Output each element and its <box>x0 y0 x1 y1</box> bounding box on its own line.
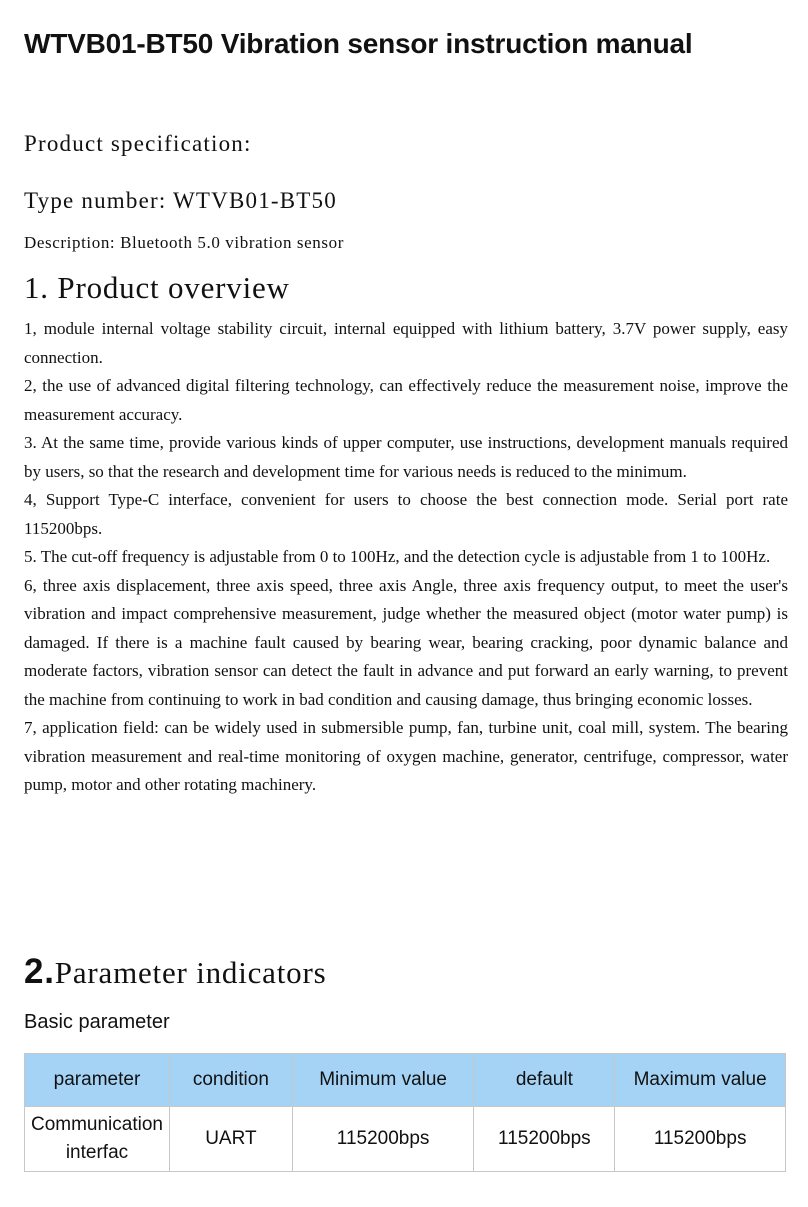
section-title: Parameter indicators <box>54 955 327 990</box>
basic-parameter-table <box>24 1053 786 1172</box>
overview-item: 7, application field: can be widely used in submersible pump, fan, turbine unit, coal mill, system. The bearing vibration measurement and real-time monitoring of oxygen machine, generator, centrifuge, compressor, water pump, motor and other rotating machinery. <box>24 718 788 794</box>
parameter-indicators-heading <box>24 952 326 992</box>
column-header: condition <box>169 1054 292 1107</box>
overview-list <box>24 315 788 800</box>
overview-item: 6, three axis displacement, three axis speed, three axis Angle, three axis frequency output, to meet the user's vibration and impact comprehensive measurement, judge whether the measured object (motor water pump) is damaged. If there is a machine fault caused by bearing wear, bearing cracking, poor dynamic balance and moderate factors, vibration sensor can detect the fault in advance and put forward an early warning, to prevent the machine from continuing to work in bad condition and causing damage, thus bringing economic losses. <box>24 575 788 709</box>
section-number: 2. <box>24 952 55 991</box>
column-header: default <box>474 1054 615 1107</box>
product-description: Description: Bluetooth 5.0 vibration sensor <box>24 233 344 252</box>
overview-item: 5. The cut-off frequency is adjustable from 0 to 100Hz, and the detection cycle is adjustable from 1 to 100Hz. <box>24 547 771 566</box>
type-number: Type number: WTVB01-BT50 <box>24 188 337 213</box>
table-header-row <box>25 1054 786 1107</box>
table-row <box>25 1107 786 1172</box>
overview-item: 1, module internal voltage stability circuit, internal equipped with lithium battery, 3.7V power supply, easy connection. <box>24 319 788 367</box>
overview-item: 4, Support Type-C interface, convenient for users to choose the best connection mode. Serial port rate 115200bps. <box>24 490 788 538</box>
table-cell: 115200bps <box>615 1107 786 1172</box>
column-header: Maximum value <box>615 1054 786 1107</box>
product-overview-heading: 1. Product overview <box>24 270 290 305</box>
product-specification-heading: Product specification: <box>24 131 252 156</box>
basic-parameter-subheading: Basic parameter <box>24 1011 170 1033</box>
table-cell: 115200bps <box>292 1107 474 1172</box>
table-cell: 115200bps <box>474 1107 615 1172</box>
table-cell: UART <box>169 1107 292 1172</box>
overview-item: 3. At the same time, provide various kinds of upper computer, use instructions, development manuals required by users, so that the research and development time for various needs is reduced to the minimum. <box>24 433 788 481</box>
column-header: parameter <box>25 1054 170 1107</box>
table-cell: Communication interfac <box>25 1107 170 1172</box>
document-title: WTVB01-BT50 Vibration sensor instruction manual <box>24 28 693 59</box>
overview-item: 2, the use of advanced digital filtering technology, can effectively reduce the measurement noise, improve the measurement accuracy. <box>24 376 788 424</box>
column-header: Minimum value <box>292 1054 474 1107</box>
